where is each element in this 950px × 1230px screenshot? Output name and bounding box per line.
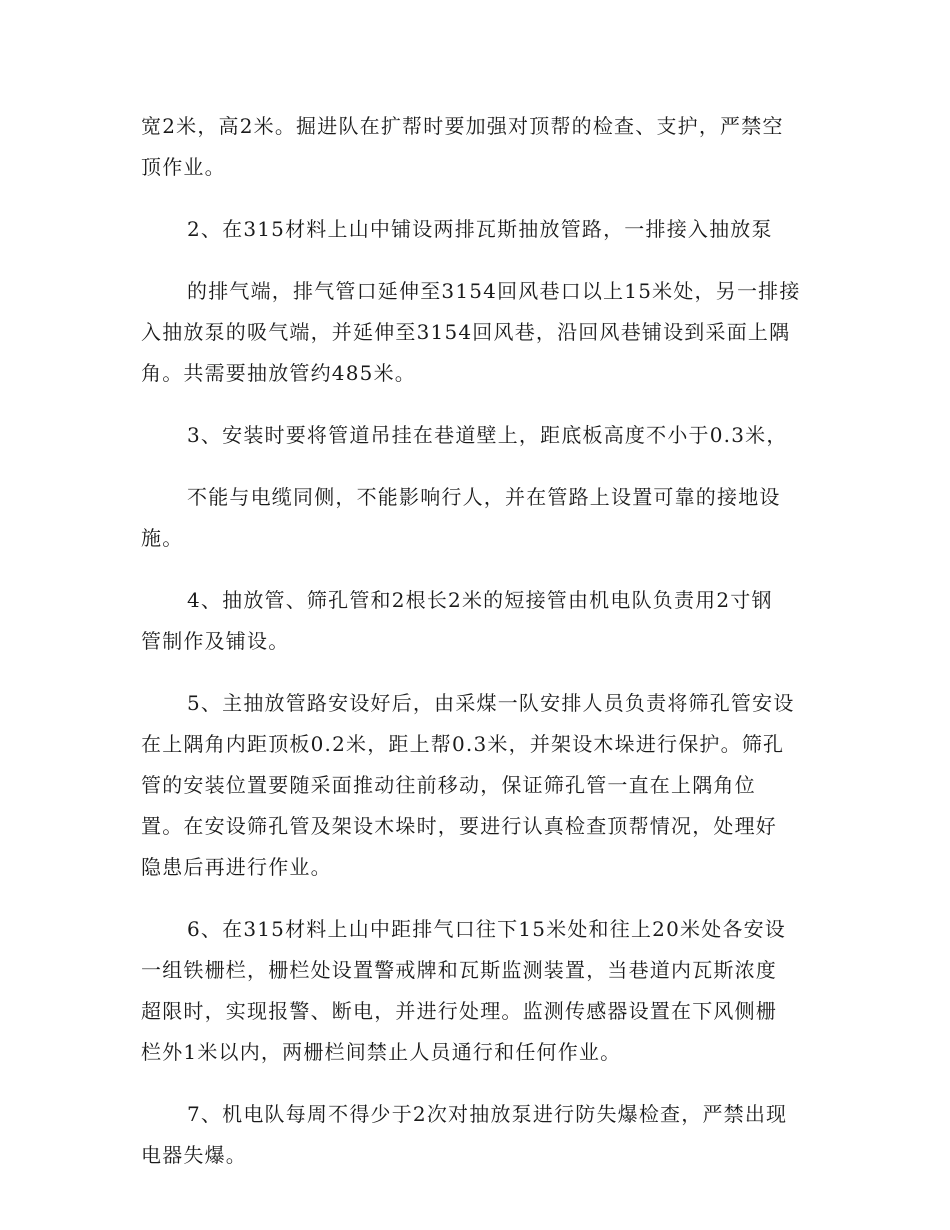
paragraph — [141, 1094, 811, 1176]
text-line: 2、在315材料上山中铺设两排瓦斯抽放管路，一排接入抽放泵 — [187, 217, 773, 241]
text-line: 入抽放泵的吸气端，并延伸至3154回风巷，沿回风巷铺设到采面上隅 — [141, 320, 791, 344]
paragraph — [141, 106, 811, 188]
text-line: 隐患后再进行作业。 — [141, 855, 332, 879]
paragraph — [141, 580, 811, 662]
text-line: 置。在安设筛孔管及架设木垛时，要进行认真检查顶帮情况，处理好 — [141, 814, 777, 838]
paragraph — [141, 909, 811, 1073]
text-line: 在上隅角内距顶板0.2米，距上帮0.3米，并架设木垛进行保护。筛孔 — [141, 732, 785, 756]
text-line: 一组铁栅栏，栅栏处设置警戒牌和瓦斯监测装置，当巷道内瓦斯浓度 — [141, 958, 777, 982]
paragraph — [141, 415, 811, 456]
text-line: 7、机电队每周不得少于2次对抽放泵进行防失爆检查，严禁出现 — [187, 1102, 788, 1126]
paragraph — [141, 477, 811, 559]
text-line: 超限时，实现报警、断电，并进行处理。监测传感器设置在下风侧栅 — [141, 999, 777, 1023]
paragraph — [141, 209, 811, 250]
text-line: 角。共需要抽放管约485米。 — [141, 361, 416, 385]
text-line: 4、抽放管、筛孔管和2根长2米的短接管由机电队负责用2寸钢 — [187, 588, 773, 612]
text-line: 5、主抽放管路安设好后，由采煤一队安排人员负责将筛孔管安设 — [187, 691, 795, 715]
document-body — [141, 106, 811, 1197]
text-line: 的排气端，排气管口延伸至3154回风巷口以上15米处，另一排接 — [187, 279, 801, 303]
text-line: 3、安装时要将管道吊挂在巷道壁上，距底板高度不小于0.3米， — [187, 423, 788, 447]
text-line: 电器失爆。 — [141, 1143, 247, 1167]
paragraph — [141, 683, 811, 888]
text-line: 6、在315材料上山中距排气口往下15米处和往上20米处各安设 — [187, 917, 786, 941]
text-line: 栏外1米以内，两栅栏间禁止人员通行和任何作业。 — [141, 1040, 622, 1064]
text-line: 施。 — [141, 526, 184, 550]
text-line: 管的安装位置要随采面推动往前移动，保证筛孔管一直在上隅角位 — [141, 773, 756, 797]
text-line: 顶作业。 — [141, 155, 226, 179]
paragraph — [141, 271, 811, 394]
text-line: 宽2米，高2米。掘进队在扩帮时要加强对顶帮的检查、支护，严禁空 — [141, 114, 784, 138]
text-line: 不能与电缆同侧，不能影响行人，并在管路上设置可靠的接地设 — [187, 485, 781, 509]
text-line: 管制作及铺设。 — [141, 629, 290, 653]
